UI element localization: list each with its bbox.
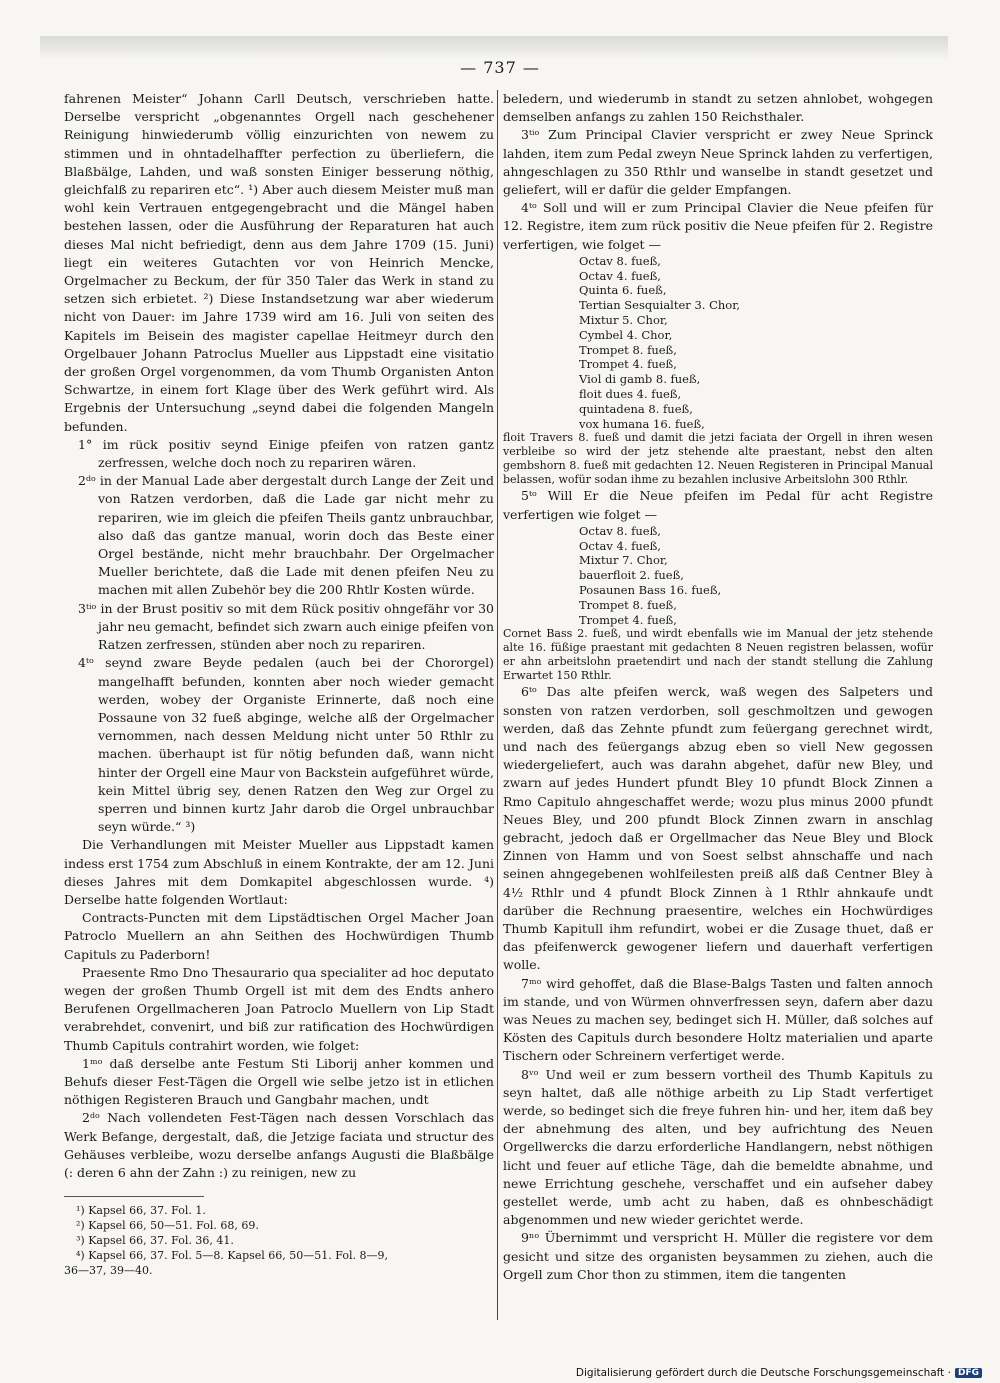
contract-point-4: 4ᵗᵒ Soll und will er zum Principal Clavier die Neue pfeifen für 12. Registre, item zum rück positiv die Neue pfeifen für 2. Registre verfertigen, wie folget — [503, 200, 933, 252]
register-item: Mixtur 5. Chor, [579, 313, 668, 328]
register-item: quintadena 8. fueß, [579, 401, 693, 416]
register-item: floit dues 4. fueß, [579, 387, 682, 401]
register-item: Trompet 8. fueß, [579, 342, 677, 357]
contract-point-1: 1ᵐᵒ daß derselbe ante Festum Sti Liborij anher kommen und Behufs dieser Fest-Tägen die Orgell wie selbe jetzo ist in etlichen nöthigen Registeren Brauch und Gangbahr machen, undt [64, 1055, 494, 1108]
column-divider [497, 90, 498, 1320]
register-item: Viol di gamb 8. fueß, [579, 372, 701, 387]
contract-point-9: 9ⁿᵒ Übernimmt und verspricht H. Müller die registere vor dem gesicht und sitze des organisten beysammen zu ziehen, auch die Orgell zum Chor thon zu stimmen, item die tangenten [503, 1230, 933, 1282]
contract-point-3: 3ᵗⁱᵒ Zum Principal Clavier verspricht er zwey Neue Sprinck lahden, item zum Pedal zweyn Neue Sprinck lahden zu verfertigen, ahngeschlagen zu 350 Rthlr und wanselbe in standt gesetzet und geliefert, will er dafür die gelder Empfangen. [503, 127, 933, 198]
register-item: Posaunen Bass 16. fueß, [579, 582, 722, 597]
footnote-rule [64, 1196, 204, 1203]
register-item: Octav 8. fueß, [579, 253, 661, 268]
register-item: Trompet 4. fueß, [579, 357, 677, 372]
defect-item-3: 3ᵗⁱᵒ in der Brust positiv so mit dem Rück positiv ohngefähr vor 30 jahr neu gemacht, befindet sich zwarn auch einige pfeifen von Ratzen zerfressen, stünden aber noch zu repariren. [78, 600, 494, 653]
register-item: vox humana 16. fueß, [579, 416, 705, 431]
contract-point-8: 8ᵛᵒ Und weil er zum bessern vortheil des Thumb Kapituls zu seyn haltet, daß alle nöthige arbeith zu Lip Stadt verfertiget werde, so bedinget sich die freye fuhren hin- und her, item daß bey der abnehmung des alten, und bey aufrichtung des Neuen Orgellwercks die darzu erforderliche Handlangern, nebst nöthigen licht und feuer auf etliche Täge, dah die bemeldte abnahme, und newe Errichtung geschehe, verschaffet und ein aufseher dabey gestellet werde, umb acht zu haben, daß es ohnbeschädigt abgenommen und new wieder gerichtet werde. [503, 1066, 933, 1228]
footnote-2: ²) Kapsel 66, 50—51. Fol. 68, 69. [76, 1219, 259, 1233]
register-item: Tertian Sesquialter 3. Chor, [579, 298, 741, 313]
scan-edge-shadow [40, 36, 948, 60]
footnotes [64, 1203, 494, 1278]
defect-item-4: 4ᵗᵒ seynd zware Beyde pedalen (auch bei der Chororgel) mangelhafft befunden, konnten aber noch wieder gemacht werden, wobey der Organiste Erinnerte, daß noch eine Possaune von 32 fueß abginge, welche alß der Orgelmacher vernommen, nach dessen Meldung nicht unter 50 Rthlr zu machen. überhaupt ist für nötig befunden daß, wann nicht hinter der Orgell eine Maur von Backstein aufgeführet würde, kein Mittel übrig sey, denen Ratzen den Weg zur Orgel zu sperren und binnen kurtz Jahr darob die Orgel unbrauchbar seyn würde.“ ³) [78, 655, 494, 835]
footer-text: Digitalisierung gefördert durch die Deutsche Forschungsgemeinschaft · [575, 1367, 951, 1379]
negotiations-paragraph: Die Verhandlungen mit Meister Mueller aus Lippstadt kamen indess erst 1754 zum Abschluß in einem Kontrakte, der am 12. Juni dieses Jahres mit dem Domkapitel abgeschlossen wurde. ⁴) Derselbe hatte folgenden Wortlaut: [64, 837, 494, 907]
contract-point-2: 2ᵈᵒ Nach vollendeten Fest-Tägen nach dessen Vorschlach das Werk Befange, dergestalt, daß, die Jetzige faciata und structur des Gehäuses verbleibe, wozu derselbe anfangs Augusti die Blaßbälge (: deren 6 ahn der Zahn :) zu reinigen, new zu [64, 1110, 494, 1180]
register-item: Quinta 6. fueß, [579, 283, 667, 298]
dfg-logo: DFG [955, 1368, 982, 1378]
manual-register-tail: floit Travers 8. fueß und damit die jetzi faciata der Orgell in ihren wesen verbleibe so wird der jetz stehende alte praestant, nebst den alten gembshorn 8. fueß mit gedachten 12. Neuen Registeren in Principal Manual belassen, wofür sodan ihme zu bezahlen inclusive Arbeitslohn 300 Rthlr. [503, 431, 933, 487]
defect-item-2: 2ᵈᵒ in der Manual Lade aber dergestalt durch Lange der Zeit und von Ratzen verdorben, daß die Lade gar nicht mehr zu repariren, wie im gleich die pfeifen Theils gantz unbrauchbar, also daß das gantze manual, worin doch das Beste einer Orgel bestände, nicht mehr brauchbahr. Der Orgelmacher Mueller berichtete, daß die Lade mit denen pfeifen Neu zu machen mit allen Zubehör bey die 200 Rhtlr Kosten würde. [78, 473, 494, 598]
register-item: Trompet 4. fueß, [579, 612, 677, 627]
contract-point-6: 6ᵗᵒ Das alte pfeifen werck, waß wegen des Salpeters und sonsten von ratzen verdorben, soll geschmoltzen und gewogen werden, daß das Zehnte pfundt zum feüergang gerechnet wirdt, und nach des feüergangs abzug eben so viell New gegossen wiedergeliefert, auch was darahn abgehet, dafür new Bley, und zwarn auf jedes Hundert pfundt Bley 10 pfundt Block Zinnen a Rmo Capitulo ahngeschaffet werde; wozu plus minus 2000 pfundt Neues Bley, und 200 pfundt Block Zinnen zwarn in anschlag gebracht, jedoch daß er Orgellmacher das Neue Bley und Block Zinnen von Hamm und von Soest selbst ahnschaffe und nach seinen ahngegebenen wohlfeilesten preiß alß daß Centner Bley à 4½ Rthlr und 4 pfundt Block Zinnen à 1 Rthlr ahnkaufe undt darüber die Rechnung praesentire, welches ein Hochwürdiges Thumb Kapitull ihm refundirt, wobei er die Zusage thuet, daß er das pfeifenwerck gewogener liefern und dauerhaft verfertigen wolle. [503, 684, 933, 973]
right-intro-paragraph: beledern, und wiederumb in standt zu setzen ahnlobet, wohgegen demselben anfangs zu zahlen 150 Reichsthaler. [503, 91, 933, 125]
defect-item-1: 1° im rück positiv seynd Einige pfeifen von ratzen gantz zerfressen, welche doch noch zu repariren wären. [78, 436, 494, 471]
footnote-3: ³) Kapsel 66, 37. Fol. 36, 41. [76, 1234, 234, 1248]
left-column [64, 90, 494, 1320]
register-item: Octav 4. fueß, [579, 538, 661, 553]
register-item: bauerfloit 2. fueß, [579, 568, 684, 583]
footnote-1: ¹) Kapsel 66, 37. Fol. 1. [76, 1204, 206, 1218]
register-item: Trompet 8. fueß, [579, 597, 677, 612]
register-item: Octav 8. fueß, [579, 523, 661, 538]
pedal-register-list [579, 524, 933, 628]
pedal-register-tail: Cornet Bass 2. fueß, und wirdt ebenfalls wie im Manual der jetz stehende alte 16. füßige praestant mit gedachten 8 Neuen registren belassen, wofür er ahn arbeitslohn praetendirt und nach der standt stellung die Zahlung Erwartet 150 Rthlr. [503, 627, 933, 683]
footnote-4: ⁴) Kapsel 66, 37. Fol. 5—8. Kapsel 66, 50—51. Fol. 8—9, [76, 1249, 388, 1263]
left-intro-paragraph: fahrenen Meister“ Johann Carll Deutsch, verschrieben hatte. Derselbe verspricht „obgenanntes Orgell nach geschehener Reinigung hinwiederumb völlig einzurichten von newem zu stimmen und in ohntadelhaffter perfection zu überliefern, die Blaßbälge, Lahden, und waß sonsten Einiger besserung nöthig, gleichfalß zu repariren etc“. ¹) Aber auch diesem Meister muß man wohl kein Vertrauen entgegengebracht und die Mängel haben bestehen lassen, oder die Ausführung der Reparaturen hat auch dieses Mal nicht befriedigt, denn aus dem Jahre 1709 (15. Juni) liegt ein weiteres Gutachten vor von Heinrich Mencke, Orgelmacher zu Beckum, der für 350 Taler das Werk in stand zu setzen sich erbietet. ²) Diese Instandsetzung war aber wiederum nicht von Dauer: im Jahre 1739 wird am 16. Juli von seiten des Kapitels im Beisein des magister capellae Heitmeyr durch den Orgelbauer Johann Patroclus Mueller aus Lippstadt eine visitatio der großen Orgel vorgenommen, da vom Thumb Organisten Anton Schwartze, in einem fort Klage über des Werk geführt wird. Als Ergebnis der Untersuchung „seynd dabei die folgenden Mangeln befunden. [64, 91, 494, 434]
register-item: Cymbel 4. Chor, [579, 327, 673, 342]
page-number: — 737 — [460, 58, 540, 77]
contract-point-5: 5ᵗᵒ Will Er die Neue pfeifen im Pedal für acht Registre verfertigen wie folget — [503, 488, 933, 522]
register-item: Octav 4. fueß, [579, 268, 661, 283]
contract-preamble: Praesente Rmo Dno Thesaurario qua specialiter ad hoc deputato wegen der großen Thumb Orgell ist mit dem des Endts anhero Berufenen Orgellmacheren Joan Patroclo Muellern von Lip Stadt verabrehdet, convenirt, und biß zur ratification des Hochwürdigen Thumb Capituls contrahirt worden, wie folget: [64, 964, 494, 1053]
right-column [503, 90, 933, 1320]
digitization-footer [576, 1367, 982, 1379]
contract-heading: Contracts-Puncten mit dem Lipstädtischen Orgel Macher Joan Patroclo Muellern an ahn Seithen des Hochwürdigen Thumb Capituls zu Paderborn! [64, 910, 494, 962]
register-item: Mixtur 7. Chor, [579, 553, 668, 568]
footnote-4-continuation: 36—37, 39—40. [64, 1264, 153, 1278]
manual-register-list [579, 254, 933, 432]
contract-point-7: 7ᵐᵒ wird gehoffet, daß die Blase-Balgs Tasten und falten annoch im stande, und von Würmen ohnverfressen seyn, dafern aber dazu was Neues zu machen sey, bedinget sich H. Müller, daß solches auf Kösten des Capituls durch besondere Holtz materialien und aparte Tischern oder Schreinern verfertiget werde. [503, 975, 933, 1064]
